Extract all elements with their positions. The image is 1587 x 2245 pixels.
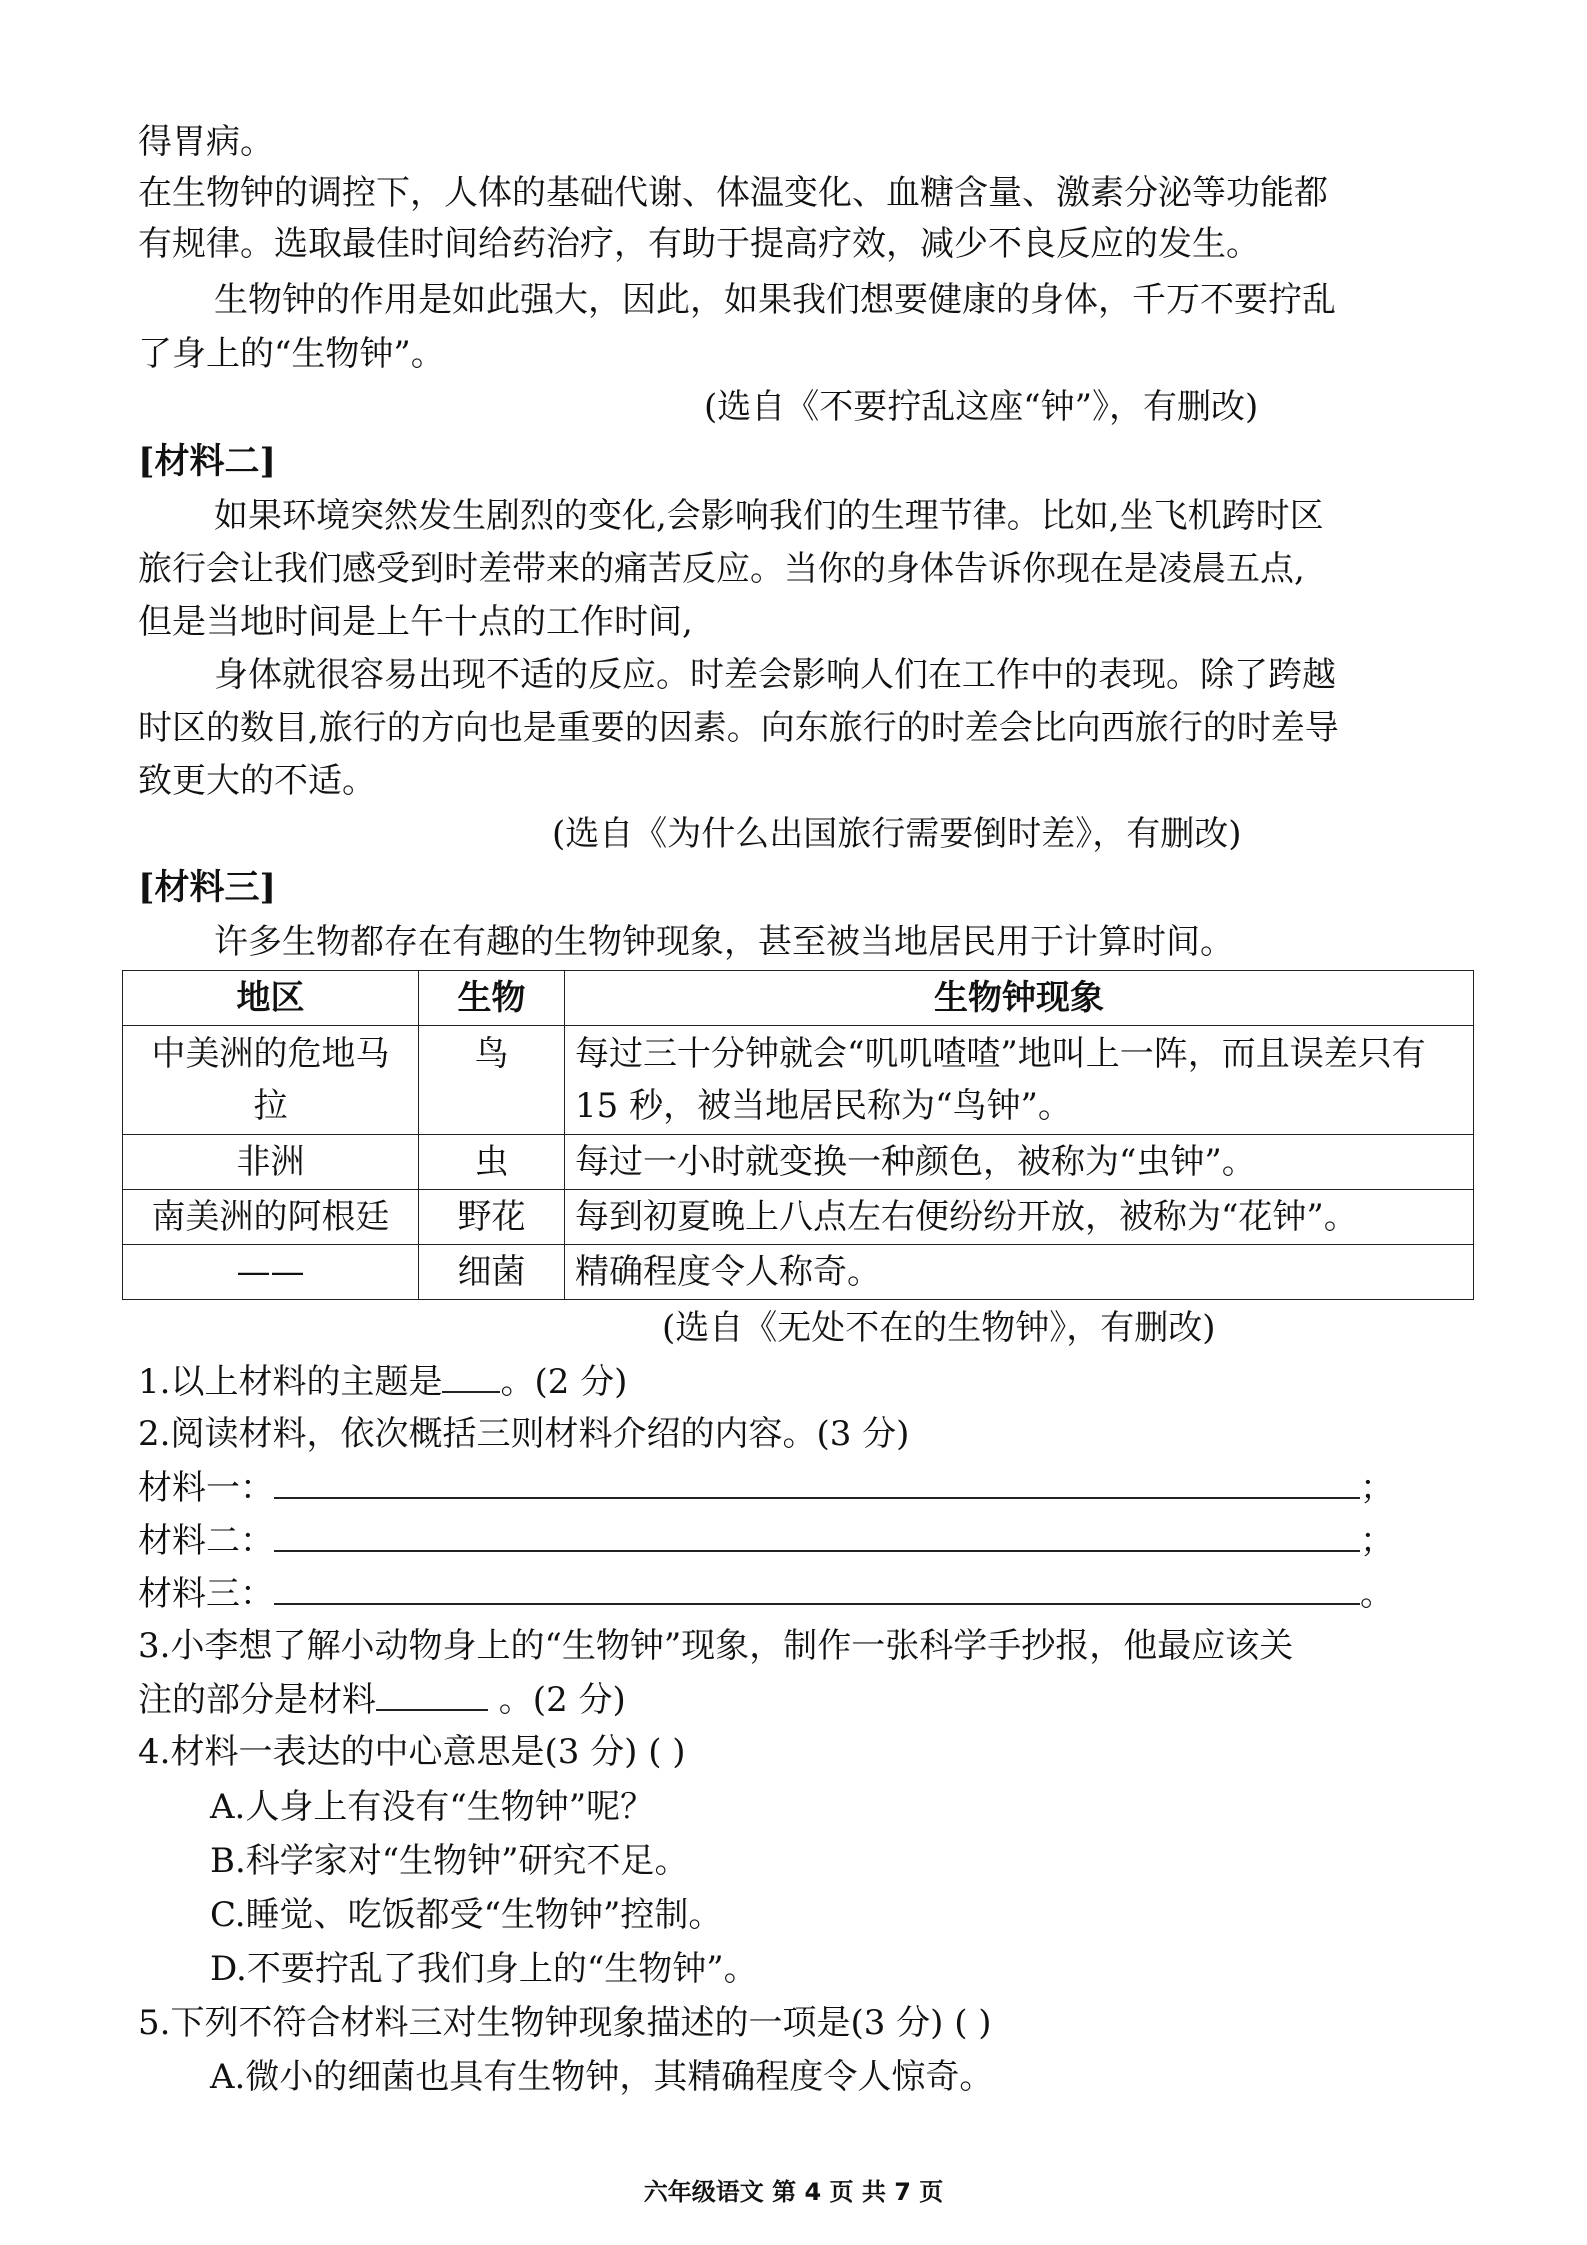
table-header: 生物钟现象 bbox=[565, 971, 1474, 1026]
option-d[interactable]: D.不要拧乱了我们身上的“生物钟”。 bbox=[210, 1949, 758, 1989]
option-c[interactable]: C.睡觉、吃饭都受“生物钟”控制。 bbox=[210, 1895, 723, 1935]
option-a[interactable]: A.微小的细菌也具有生物钟，其精确程度令人惊奇。 bbox=[210, 2057, 994, 2097]
paragraph-line: 了身上的“生物钟”。 bbox=[138, 334, 445, 374]
question-3-cont bbox=[138, 1679, 1458, 1720]
option-b[interactable]: B.科学家对“生物钟”研究不足。 bbox=[210, 1841, 689, 1881]
table-header: 生物 bbox=[419, 971, 565, 1026]
table-row bbox=[123, 1245, 1474, 1300]
paragraph-line: 如果环境突然发生剧烈的变化,会影响我们的生理节律。比如,坐飞机跨时区 bbox=[214, 496, 1324, 536]
biological-clock-table bbox=[122, 970, 1474, 1300]
section-heading: [材料三] bbox=[138, 867, 277, 908]
option-a[interactable]: A.人身上有没有“生物钟”呢？ bbox=[210, 1787, 655, 1827]
answer-blank[interactable] bbox=[376, 1679, 488, 1711]
answer-label: 材料一： bbox=[138, 1468, 274, 1508]
table-cell: 每过一小时就变换一种颜色，被称为“虫钟”。 bbox=[565, 1135, 1474, 1190]
page-footer: 六年级语文 第 4 页 共 7 页 bbox=[643, 2178, 944, 2206]
paragraph-line: 但是当地时间是上午十点的工作时间, bbox=[138, 602, 693, 642]
table-row bbox=[123, 1026, 1474, 1135]
answer-label: 材料二： bbox=[138, 1521, 274, 1561]
answer-end: 。 bbox=[1360, 1574, 1394, 1614]
table-cell: 细菌 bbox=[419, 1245, 565, 1300]
answer-row bbox=[138, 1467, 1458, 1508]
table-row bbox=[123, 1190, 1474, 1245]
answer-blank[interactable] bbox=[442, 1361, 500, 1393]
question-2: 2.阅读材料，依次概括三则材料介绍的内容。(3 分) bbox=[138, 1414, 910, 1454]
source-citation: (选自《不要拧乱这座“钟”》，有删改) bbox=[704, 387, 1259, 427]
question-1 bbox=[138, 1361, 1458, 1402]
paragraph-line: 时区的数目,旅行的方向也是重要的因素。向东旅行的时差会比向西旅行的时差导 bbox=[138, 708, 1339, 748]
question-4: 4.材料一表达的中心意思是(3 分) ( ) bbox=[138, 1732, 686, 1772]
answer-end: ； bbox=[1360, 1521, 1394, 1561]
table-cell: 鸟 bbox=[419, 1026, 565, 1135]
answer-blank[interactable] bbox=[274, 1467, 1360, 1499]
answer-row bbox=[138, 1573, 1458, 1614]
question-3: 3.小李想了解小动物身上的“生物钟”现象，制作一张科学手抄报，他最应该关 bbox=[138, 1626, 1294, 1666]
question-text: 1.以上材料的主题是 bbox=[138, 1362, 443, 1402]
answer-row bbox=[138, 1520, 1458, 1561]
question-text: 。(2 分) bbox=[500, 1362, 628, 1402]
table-cell: 每到初夏晚上八点左右便纷纷开放，被称为“花钟”。 bbox=[565, 1190, 1474, 1245]
answer-end: ； bbox=[1360, 1468, 1394, 1508]
source-citation: (选自《为什么出国旅行需要倒时差》，有删改) bbox=[552, 814, 1242, 854]
paragraph-line: 致更大的不适。 bbox=[138, 761, 376, 801]
answer-label: 材料三： bbox=[138, 1574, 274, 1614]
table-cell: 非洲 bbox=[123, 1135, 419, 1190]
table-header-row bbox=[123, 971, 1474, 1026]
paragraph-line: 身体就很容易出现不适的反应。时差会影响人们在工作中的表现。除了跨越 bbox=[214, 655, 1336, 695]
table-header: 地区 bbox=[123, 971, 419, 1026]
answer-blank[interactable] bbox=[274, 1573, 1360, 1605]
table-cell: 中美洲的危地马拉 bbox=[123, 1026, 419, 1135]
table-cell: —— bbox=[123, 1245, 419, 1300]
answer-blank[interactable] bbox=[274, 1520, 1360, 1552]
question-text: 。(2 分) bbox=[488, 1680, 626, 1720]
paragraph-line: 得胃病。 bbox=[138, 122, 274, 162]
section-heading: [材料二] bbox=[138, 441, 277, 482]
table-cell: 精确程度令人称奇。 bbox=[565, 1245, 1474, 1300]
question-text: 注的部分是材料 bbox=[138, 1680, 376, 1720]
paragraph-line: 旅行会让我们感受到时差带来的痛苦反应。当你的身体告诉你现在是凌晨五点, bbox=[138, 549, 1305, 589]
paragraph-line: 许多生物都存在有趣的生物钟现象，甚至被当地居民用于计算时间。 bbox=[214, 922, 1234, 962]
table-row bbox=[123, 1135, 1474, 1190]
question-5: 5.下列不符合材料三对生物钟现象描述的一项是(3 分) ( ) bbox=[138, 2003, 992, 2043]
paragraph-line: 在生物钟的调控下，人体的基础代谢、体温变化、血糖含量、激素分泌等功能都 bbox=[138, 173, 1328, 213]
paragraph-line: 生物钟的作用是如此强大，因此，如果我们想要健康的身体，千万不要拧乱 bbox=[214, 280, 1336, 320]
source-citation: (选自《无处不在的生物钟》，有删改) bbox=[662, 1308, 1216, 1348]
table-cell: 南美洲的阿根廷 bbox=[123, 1190, 419, 1245]
table-cell: 每过三十分钟就会“叽叽喳喳”地叫上一阵，而且误差只有 15 秒，被当地居民称为“鸟钟”。 bbox=[565, 1026, 1474, 1135]
table-cell: 野花 bbox=[419, 1190, 565, 1245]
paragraph-line: 有规律。选取最佳时间给药治疗，有助于提高疗效，减少不良反应的发生。 bbox=[138, 224, 1260, 264]
table-cell: 虫 bbox=[419, 1135, 565, 1190]
